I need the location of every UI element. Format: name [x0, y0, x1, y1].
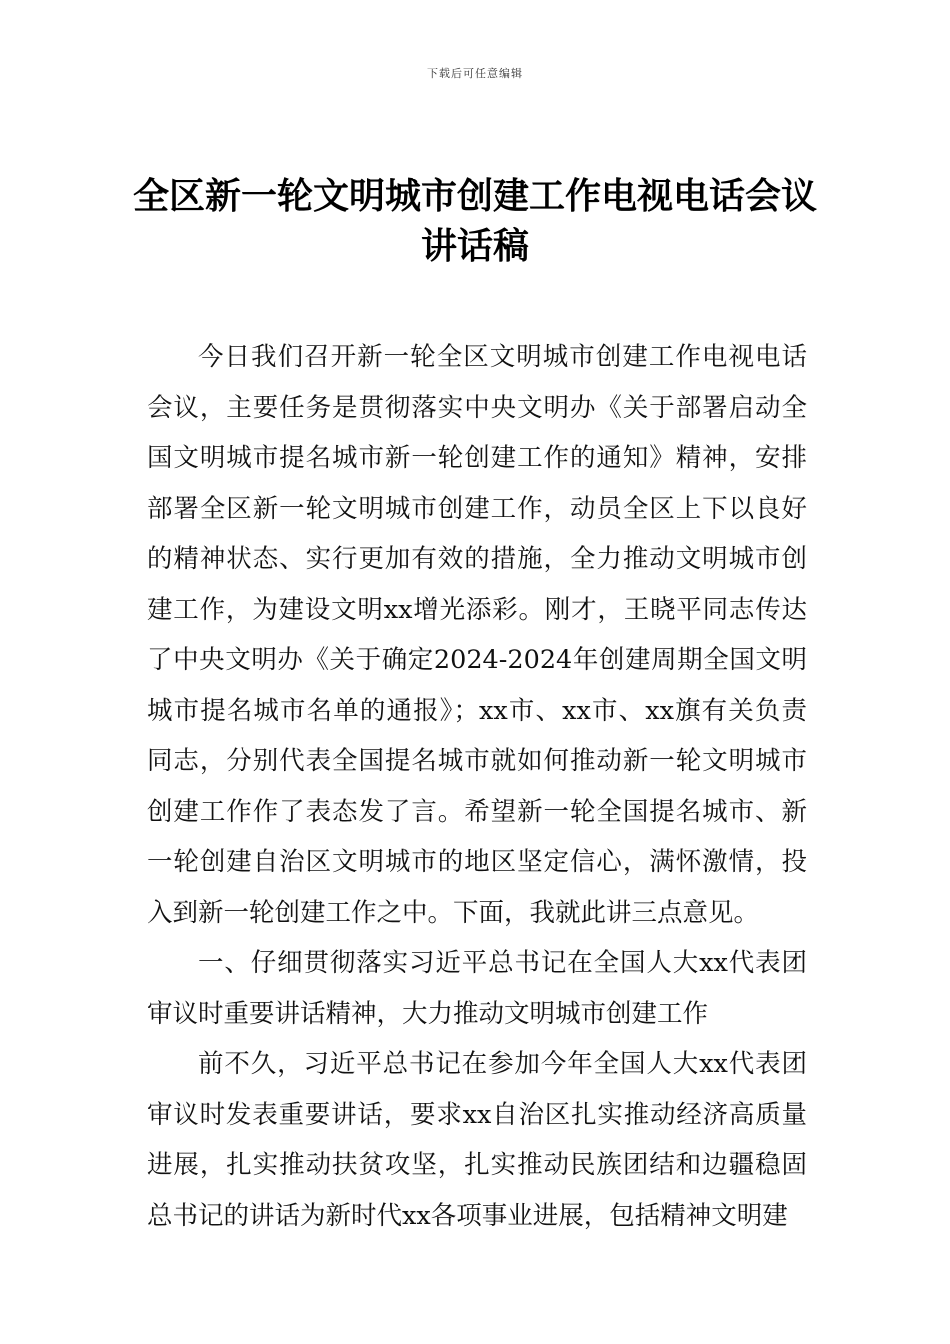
document-body — [147, 332, 807, 1241]
body-paragraph: 今日我们召开新一轮全区文明城市创建工作电视电话会议，主要任务是贯彻落实中央文明办《关于部署启动全国文明城市提名城市新一轮创建工作的通知》精神，安排部署全区新一轮文明城市创建工作，动员全区上下以良好的精神状态、实行更加有效的措施，全力推动文明城市创建工作，为建设文明xx增光添彩。刚才，王晓平同志传达了中央文明办《关于确定2024-2024年创建周期全国文明城市提名城市名单的通报》；xx市、xx市、xx旗有关负责同志，分别代表全国提名城市就如何推动新一轮文明城市创建工作作了表态发了言。希望新一轮全国提名城市、新一轮创建自治区文明城市的地区坚定信心，满怀激情，投入到新一轮创建工作之中。下面，我就此讲三点意见。 — [147, 342, 807, 928]
section-heading: 一、仔细贯彻落实习近平总书记在全国人大xx代表团审议时重要讲话精神，大力推动文明城市创建工作 — [147, 948, 807, 1029]
document-title: 全区新一轮文明城市创建工作电视电话会议讲话稿 — [132, 176, 817, 267]
body-paragraph: 前不久，习近平总书记在参加今年全国人大xx代表团审议时发表重要讲话，要求xx自治区扎实推动经济高质量进展，扎实推动扶贫攻坚，扎实推动民族团结和边疆稳固总书记的讲话为新时代xx各项事业进展，包括精神文明建 — [147, 1049, 807, 1231]
page-header-note: 下载后可任意编辑 — [427, 67, 523, 80]
